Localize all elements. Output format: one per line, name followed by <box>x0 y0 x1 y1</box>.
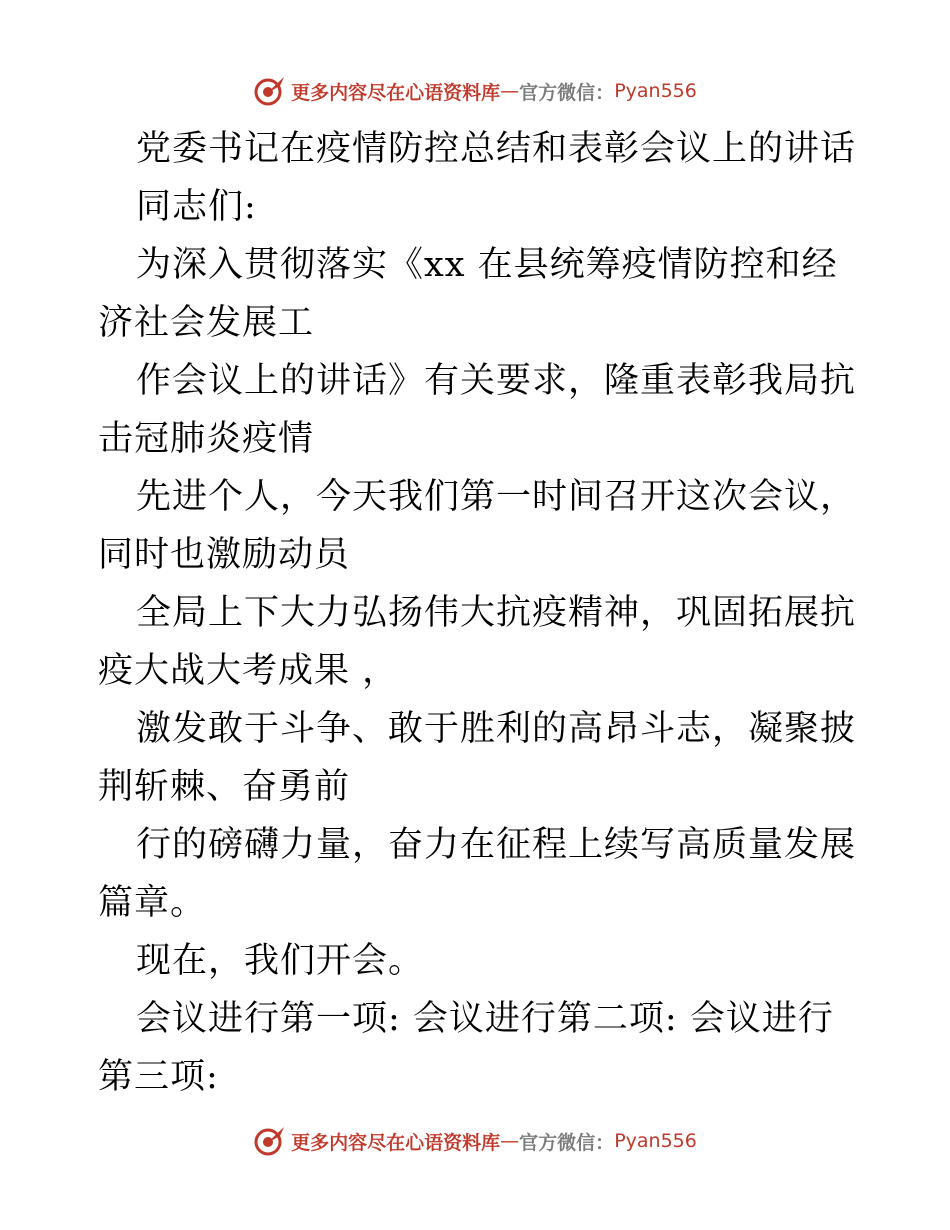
quill-logo-icon <box>253 1124 287 1158</box>
watermark-wechat-id: Pyan556 <box>614 1130 697 1152</box>
body-paragraph: 作会议上的讲话》有关要求，隆重表彰我局抗击冠肺炎疫情 <box>98 361 857 459</box>
watermark-main-text: 更多内容尽在心语资料库 <box>291 1131 501 1154</box>
body-paragraph: 会议进行第一项: 会议进行第二项: 会议进行第三项: <box>98 999 834 1097</box>
body-paragraph: 行的磅礴力量，奋力在征程上续写高质量发展篇章。 <box>98 825 857 923</box>
body-paragraph: 全局上下大力弘扬伟大抗疫精神，巩固拓展抗疫大战大考成果 ， <box>98 593 857 691</box>
watermark-main-text: 更多内容尽在心语资料库 <box>291 81 501 104</box>
watermark-dash: — <box>500 1130 520 1152</box>
body-paragraph: 激发敢于斗争、敢于胜利的高昂斗志，凝聚披荆斩棘、奋勇前 <box>98 709 857 807</box>
quill-logo-icon <box>253 74 287 108</box>
footer-watermark <box>0 1121 950 1161</box>
watermark-dash: — <box>500 80 520 102</box>
watermark-official-label: 官方微信： <box>519 1131 615 1154</box>
watermark-wechat-id: Pyan556 <box>614 80 697 102</box>
body-paragraph: 现在，我们开会。 <box>136 941 425 981</box>
body-paragraph: 为深入贯彻落实《xx 在县统筹疫情防控和经济社会发展工 <box>98 245 838 343</box>
document-title: 党委书记在疫情防控总结和表彰会议上的讲话 <box>136 129 857 169</box>
header-watermark <box>0 71 950 111</box>
body-paragraph: 先进个人，今天我们第一时间召开这次会议，同时也激励动员 <box>98 477 857 575</box>
watermark-official-label: 官方微信： <box>519 81 615 104</box>
salutation: 同志们: <box>136 187 257 227</box>
document-body <box>98 120 858 1106</box>
